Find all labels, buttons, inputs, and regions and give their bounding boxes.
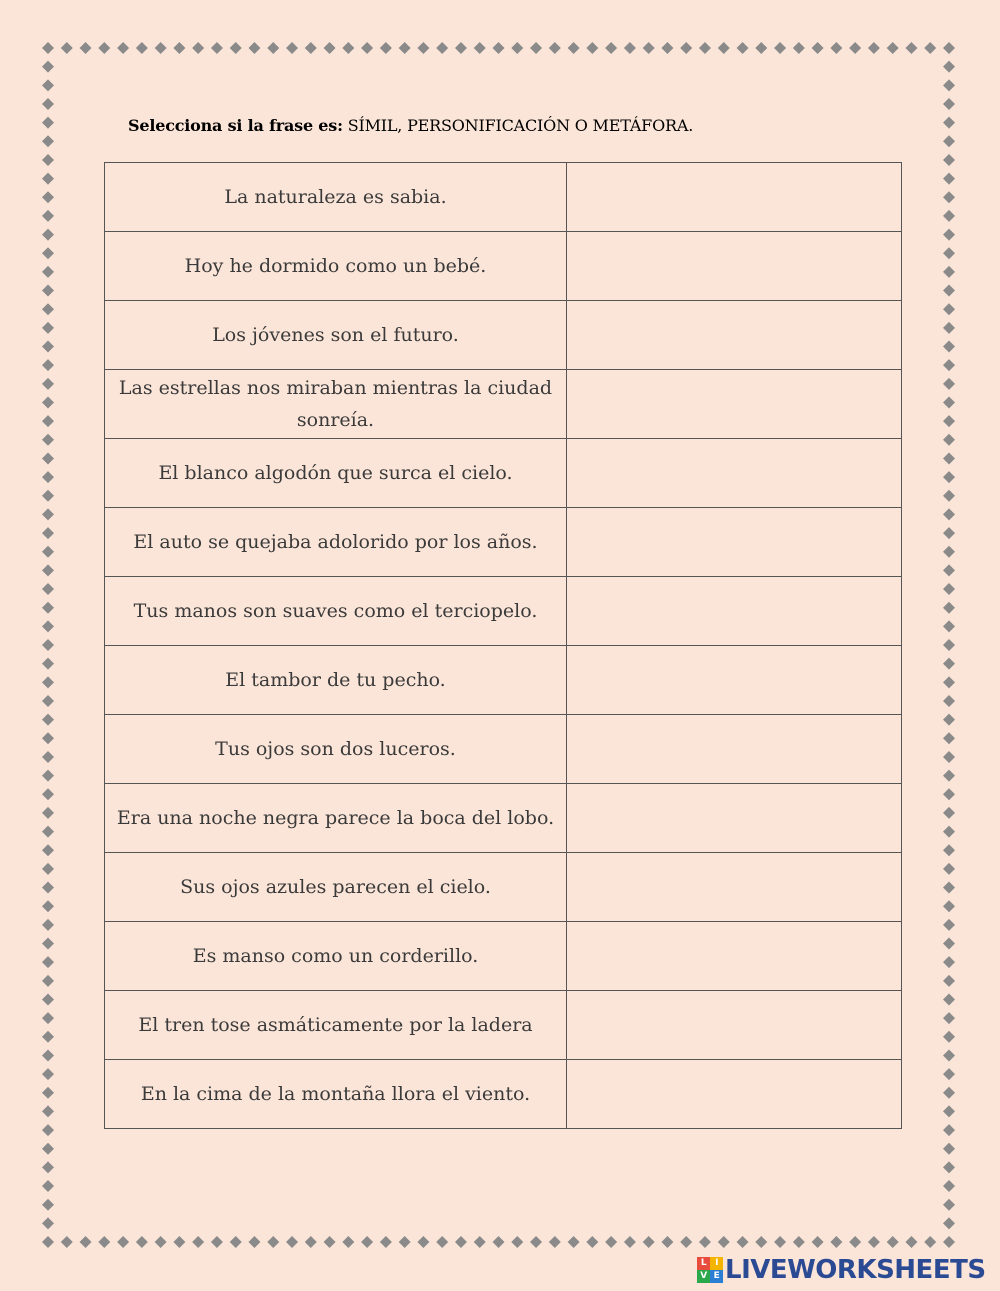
border-diamond [943, 546, 955, 558]
border-diamond [474, 1236, 486, 1248]
border-diamond [943, 788, 955, 800]
figures-of-speech-table [104, 162, 902, 1129]
border-diamond [211, 42, 223, 54]
table-row [105, 646, 902, 715]
logo-letter: E [710, 1270, 723, 1283]
border-diamond [361, 1236, 373, 1248]
answer-cell [567, 301, 902, 370]
border-diamond [417, 1236, 429, 1248]
border-diamond [42, 42, 54, 54]
border-diamond [42, 359, 54, 371]
border-diamond [42, 546, 54, 558]
border-diamond [380, 1236, 392, 1248]
border-diamond [42, 639, 54, 651]
answer-input[interactable] [575, 718, 897, 780]
border-diamond [42, 490, 54, 502]
border-diamond [943, 378, 955, 390]
border-diamond [943, 658, 955, 670]
border-diamond [793, 42, 805, 54]
border-diamond [661, 1236, 673, 1248]
border-diamond [436, 42, 448, 54]
border-diamond [136, 42, 148, 54]
answer-cell [567, 577, 902, 646]
border-diamond [943, 1012, 955, 1024]
table-row [105, 370, 902, 439]
border-diamond [42, 658, 54, 670]
border-diamond [943, 732, 955, 744]
border-diamond [230, 1236, 242, 1248]
border-diamond [943, 938, 955, 950]
border-diamond [42, 229, 54, 241]
border-diamond [42, 807, 54, 819]
border-diamond [42, 1012, 54, 1024]
border-diamond [493, 42, 505, 54]
border-diamond [117, 1236, 129, 1248]
border-diamond [42, 322, 54, 334]
border-diamond [248, 42, 260, 54]
border-diamond [380, 42, 392, 54]
border-diamond [42, 993, 54, 1005]
border-diamond [42, 79, 54, 91]
border-diamond [42, 61, 54, 73]
brand-name: LIVEWORKSHEETS [725, 1255, 986, 1285]
border-diamond [943, 61, 955, 73]
border-diamond [42, 1161, 54, 1173]
phrase-cell: La naturaleza es sabia. [105, 163, 567, 232]
answer-cell [567, 508, 902, 577]
border-diamond [42, 732, 54, 744]
border-diamond [98, 42, 110, 54]
border-diamond [943, 508, 955, 520]
table-row [105, 439, 902, 508]
border-diamond [605, 1236, 617, 1248]
border-diamond [943, 826, 955, 838]
table-row [105, 232, 902, 301]
border-diamond [42, 191, 54, 203]
border-diamond [117, 42, 129, 54]
border-diamond [943, 135, 955, 147]
border-diamond [155, 42, 167, 54]
border-diamond [474, 42, 486, 54]
border-diamond [868, 1236, 880, 1248]
border-diamond [324, 42, 336, 54]
table-row [105, 508, 902, 577]
border-diamond [943, 770, 955, 782]
border-diamond [755, 42, 767, 54]
answer-cell [567, 991, 902, 1060]
border-diamond [943, 863, 955, 875]
border-diamond [42, 956, 54, 968]
border-diamond [943, 359, 955, 371]
border-diamond [342, 1236, 354, 1248]
border-diamond [42, 285, 54, 297]
border-diamond [42, 210, 54, 222]
border-diamond [943, 695, 955, 707]
phrase-cell: Las estrellas nos miraban mientras la ciudad sonreía. [105, 370, 567, 439]
phrase-cell: Era una noche negra parece la boca del lobo. [105, 784, 567, 853]
border-diamond [943, 751, 955, 763]
border-diamond [493, 1236, 505, 1248]
border-diamond [643, 42, 655, 54]
logo-letter: I [710, 1257, 723, 1270]
border-diamond [42, 1049, 54, 1061]
border-diamond [943, 117, 955, 129]
border-diamond [267, 42, 279, 54]
border-diamond [680, 42, 692, 54]
border-diamond [267, 1236, 279, 1248]
border-diamond [943, 42, 955, 54]
phrase-cell: Hoy he dormido como un bebé. [105, 232, 567, 301]
border-diamond [42, 415, 54, 427]
border-diamond [905, 42, 917, 54]
border-diamond [42, 1180, 54, 1192]
border-diamond [943, 490, 955, 502]
border-diamond [230, 42, 242, 54]
border-diamond [887, 1236, 899, 1248]
border-diamond [943, 1105, 955, 1117]
border-diamond [943, 210, 955, 222]
border-diamond [42, 396, 54, 408]
border-diamond [943, 1031, 955, 1043]
border-diamond [943, 714, 955, 726]
border-diamond [774, 1236, 786, 1248]
border-diamond [924, 42, 936, 54]
border-diamond [943, 471, 955, 483]
border-diamond [42, 1031, 54, 1043]
border-diamond [286, 42, 298, 54]
border-diamond [699, 42, 711, 54]
border-diamond [42, 900, 54, 912]
border-diamond [42, 938, 54, 950]
border-diamond [943, 919, 955, 931]
border-diamond [42, 1199, 54, 1211]
border-diamond [42, 676, 54, 688]
border-diamond [42, 98, 54, 110]
border-diamond [943, 1236, 955, 1248]
phrase-cell: Los jóvenes son el futuro. [105, 301, 567, 370]
border-diamond [42, 1105, 54, 1117]
table-row [105, 301, 902, 370]
table-row [105, 1060, 902, 1129]
border-diamond [943, 620, 955, 632]
border-diamond [42, 770, 54, 782]
border-diamond [812, 42, 824, 54]
border-diamond [455, 1236, 467, 1248]
border-diamond [42, 1124, 54, 1136]
border-diamond [943, 844, 955, 856]
phrase-cell: En la cima de la montaña llora el viento. [105, 1060, 567, 1129]
answer-cell [567, 1060, 902, 1129]
border-diamond [42, 173, 54, 185]
border-diamond [568, 1236, 580, 1248]
border-diamond [42, 882, 54, 894]
border-diamond [211, 1236, 223, 1248]
border-diamond [42, 452, 54, 464]
border-diamond [42, 1143, 54, 1155]
border-diamond [643, 1236, 655, 1248]
border-diamond [943, 191, 955, 203]
border-diamond [887, 42, 899, 54]
answer-input[interactable] [575, 304, 897, 366]
answer-cell [567, 232, 902, 301]
answer-input[interactable] [575, 511, 897, 573]
border-diamond [324, 1236, 336, 1248]
border-diamond [849, 1236, 861, 1248]
border-diamond [943, 1068, 955, 1080]
border-diamond [455, 42, 467, 54]
answer-input[interactable] [575, 580, 897, 642]
answer-input[interactable] [575, 994, 897, 1056]
border-diamond [943, 396, 955, 408]
answer-input[interactable] [575, 166, 897, 228]
border-diamond [42, 135, 54, 147]
border-diamond [943, 322, 955, 334]
answer-cell [567, 853, 902, 922]
border-diamond [943, 79, 955, 91]
border-diamond [718, 42, 730, 54]
border-diamond [42, 620, 54, 632]
border-diamond [173, 42, 185, 54]
border-diamond [342, 42, 354, 54]
phrase-cell: Es manso como un corderillo. [105, 922, 567, 991]
answer-cell [567, 715, 902, 784]
border-diamond [417, 42, 429, 54]
border-diamond [943, 1087, 955, 1099]
border-diamond [943, 154, 955, 166]
border-diamond [943, 1199, 955, 1211]
border-diamond [586, 1236, 598, 1248]
border-diamond [830, 1236, 842, 1248]
answer-input[interactable] [575, 925, 897, 987]
border-diamond [549, 1236, 561, 1248]
phrase-cell: Tus manos son suaves como el terciopelo. [105, 577, 567, 646]
border-diamond [943, 452, 955, 464]
border-diamond [61, 42, 73, 54]
phrase-cell: El auto se quejaba adolorido por los años. [105, 508, 567, 577]
border-diamond [943, 564, 955, 576]
instruction-text [128, 116, 693, 135]
border-diamond [42, 695, 54, 707]
border-diamond [42, 564, 54, 576]
liveworksheets-logo-icon [697, 1257, 723, 1283]
border-diamond [943, 173, 955, 185]
border-diamond [718, 1236, 730, 1248]
answer-cell [567, 370, 902, 439]
table-row [105, 784, 902, 853]
border-diamond [943, 98, 955, 110]
border-diamond [943, 434, 955, 446]
border-diamond [42, 378, 54, 390]
border-diamond [849, 42, 861, 54]
border-diamond [943, 1161, 955, 1173]
answer-cell [567, 784, 902, 853]
border-diamond [42, 1217, 54, 1229]
answer-input[interactable] [575, 373, 897, 435]
border-diamond [305, 1236, 317, 1248]
answer-cell [567, 922, 902, 991]
border-diamond [943, 583, 955, 595]
border-diamond [42, 975, 54, 987]
border-diamond [943, 285, 955, 297]
border-diamond [737, 42, 749, 54]
answer-input[interactable] [575, 787, 897, 849]
border-diamond [192, 42, 204, 54]
border-diamond [661, 42, 673, 54]
border-diamond [80, 42, 92, 54]
answer-cell [567, 163, 902, 232]
instruction-options: SÍMIL, PERSONIFICACIÓN O METÁFORA. [342, 116, 694, 135]
border-diamond [943, 1217, 955, 1229]
border-diamond [905, 1236, 917, 1248]
table-row [105, 163, 902, 232]
border-diamond [61, 1236, 73, 1248]
border-diamond [399, 42, 411, 54]
border-diamond [943, 639, 955, 651]
border-diamond [755, 1236, 767, 1248]
border-diamond [42, 527, 54, 539]
border-diamond [943, 247, 955, 259]
border-diamond [943, 1049, 955, 1061]
border-diamond [42, 583, 54, 595]
border-diamond [248, 1236, 260, 1248]
table-row [105, 853, 902, 922]
border-diamond [155, 1236, 167, 1248]
border-diamond [42, 247, 54, 259]
border-diamond [943, 602, 955, 614]
border-diamond [943, 900, 955, 912]
border-diamond [361, 42, 373, 54]
border-diamond [943, 1180, 955, 1192]
border-diamond [943, 303, 955, 315]
border-diamond [586, 42, 598, 54]
table-row [105, 922, 902, 991]
border-diamond [42, 788, 54, 800]
border-diamond [943, 676, 955, 688]
answer-input[interactable] [575, 856, 897, 918]
border-diamond [568, 42, 580, 54]
border-diamond [42, 714, 54, 726]
answer-input[interactable] [575, 442, 897, 504]
border-diamond [943, 341, 955, 353]
table-row [105, 715, 902, 784]
instruction-lead: Selecciona si la frase es: [128, 116, 343, 135]
border-diamond [42, 117, 54, 129]
border-diamond [924, 1236, 936, 1248]
phrase-cell: El tambor de tu pecho. [105, 646, 567, 715]
border-diamond [42, 863, 54, 875]
border-diamond [943, 1124, 955, 1136]
border-diamond [605, 42, 617, 54]
phrase-cell: Tus ojos son dos luceros. [105, 715, 567, 784]
answer-cell [567, 439, 902, 508]
liveworksheets-brand [697, 1255, 986, 1285]
border-diamond [868, 42, 880, 54]
logo-letter: V [697, 1270, 710, 1283]
border-diamond [192, 1236, 204, 1248]
border-diamond [943, 993, 955, 1005]
border-diamond [136, 1236, 148, 1248]
border-diamond [624, 1236, 636, 1248]
phrase-cell: Sus ojos azules parecen el cielo. [105, 853, 567, 922]
border-diamond [511, 42, 523, 54]
border-diamond [286, 1236, 298, 1248]
border-diamond [812, 1236, 824, 1248]
border-diamond [42, 434, 54, 446]
border-diamond [943, 1143, 955, 1155]
border-diamond [737, 1236, 749, 1248]
border-diamond [42, 508, 54, 520]
border-diamond [42, 303, 54, 315]
border-diamond [793, 1236, 805, 1248]
border-diamond [42, 154, 54, 166]
border-diamond [530, 1236, 542, 1248]
border-diamond [943, 882, 955, 894]
border-diamond [42, 1087, 54, 1099]
border-diamond [680, 1236, 692, 1248]
border-diamond [943, 956, 955, 968]
phrase-cell: El blanco algodón que surca el cielo. [105, 439, 567, 508]
border-diamond [943, 266, 955, 278]
border-diamond [80, 1236, 92, 1248]
border-diamond [173, 1236, 185, 1248]
border-diamond [42, 826, 54, 838]
border-diamond [943, 229, 955, 241]
table-row [105, 991, 902, 1060]
border-diamond [549, 42, 561, 54]
border-diamond [943, 807, 955, 819]
border-diamond [530, 42, 542, 54]
border-diamond [830, 42, 842, 54]
border-diamond [943, 415, 955, 427]
border-diamond [699, 1236, 711, 1248]
border-diamond [42, 341, 54, 353]
border-diamond [42, 1068, 54, 1080]
border-diamond [42, 751, 54, 763]
answer-input[interactable] [575, 649, 897, 711]
logo-letter: L [697, 1257, 710, 1270]
answer-input[interactable] [575, 235, 897, 297]
border-diamond [42, 1236, 54, 1248]
table-row [105, 577, 902, 646]
border-diamond [42, 471, 54, 483]
border-diamond [436, 1236, 448, 1248]
border-diamond [305, 42, 317, 54]
border-diamond [42, 919, 54, 931]
border-diamond [624, 42, 636, 54]
border-diamond [511, 1236, 523, 1248]
border-diamond [943, 975, 955, 987]
border-diamond [42, 266, 54, 278]
border-diamond [943, 527, 955, 539]
answer-cell [567, 646, 902, 715]
answer-input[interactable] [575, 1063, 897, 1125]
border-diamond [42, 602, 54, 614]
border-diamond [98, 1236, 110, 1248]
border-diamond [399, 1236, 411, 1248]
border-diamond [42, 844, 54, 856]
phrase-cell: El tren tose asmáticamente por la ladera [105, 991, 567, 1060]
border-diamond [774, 42, 786, 54]
